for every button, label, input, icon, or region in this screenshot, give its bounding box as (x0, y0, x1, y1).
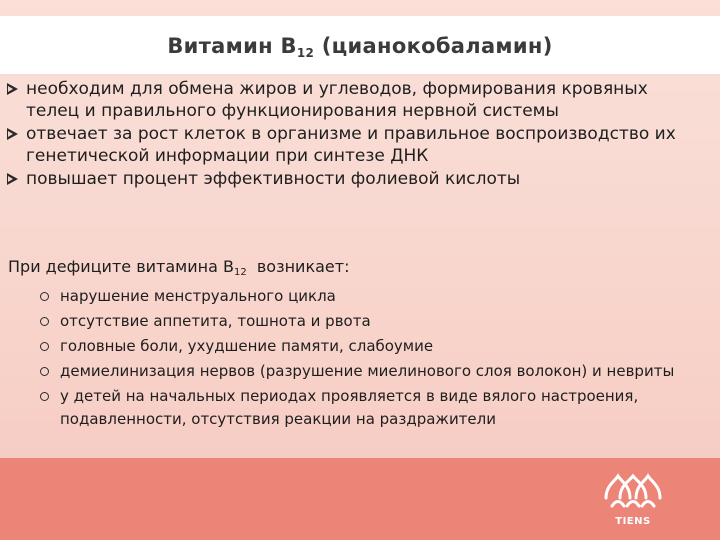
list-item (40, 360, 700, 383)
title-main: Витамин В (167, 34, 297, 58)
list-item (6, 78, 706, 122)
list-item (40, 310, 700, 333)
arrow-bullet-icon (7, 173, 18, 185)
symptom-text: отсутствие аппетита, тошнота и рвота (60, 312, 371, 330)
arrow-bullet-icon (7, 128, 18, 140)
bullet-text: необходим для обмена жиров и углеводов, формирования кровяных телец и правильного функционирования нервной системы (26, 79, 648, 121)
circle-bullet-icon (40, 292, 49, 301)
circle-bullet-icon (40, 342, 49, 351)
slide-title (0, 34, 720, 60)
deficit-subscript: 12 (233, 267, 247, 278)
symptom-text: у детей на начальных периодах проявляется в виде вялого настроения, подавленности, отсутствия реакции на раздражители (60, 387, 639, 428)
logo-text: TIENS (615, 516, 651, 527)
arrow-bullet-icon (7, 83, 18, 95)
bullet-text: повышает процент эффективности фолиевой кислоты (26, 169, 521, 189)
title-subscript: 12 (296, 46, 315, 60)
deficit-intro: При дефиците витамина В (8, 257, 234, 276)
title-rest: (цианокобаламин) (314, 34, 553, 58)
list-item (40, 385, 700, 431)
symptom-list (40, 285, 700, 431)
circle-bullet-icon (40, 367, 49, 376)
deficit-rest: возникает: (246, 257, 350, 276)
symptom-text: демиелинизация нервов (разрушение миелинового слоя волокон) и невриты (60, 362, 675, 380)
list-item (6, 168, 706, 190)
list-item (40, 285, 700, 308)
list-item (6, 123, 706, 167)
list-item (40, 335, 700, 358)
symptom-text: головные боли, ухудшение памяти, слабоумие (60, 337, 434, 355)
function-bullet-list (6, 78, 706, 190)
symptom-text: нарушение менструального цикла (60, 287, 336, 305)
deficit-heading (8, 257, 349, 278)
bullet-text: отвечает за рост клеток в организме и правильное воспроизводство их генетической информации при синтезе ДНК (26, 124, 676, 166)
circle-bullet-icon (40, 392, 49, 401)
circle-bullet-icon (40, 317, 49, 326)
